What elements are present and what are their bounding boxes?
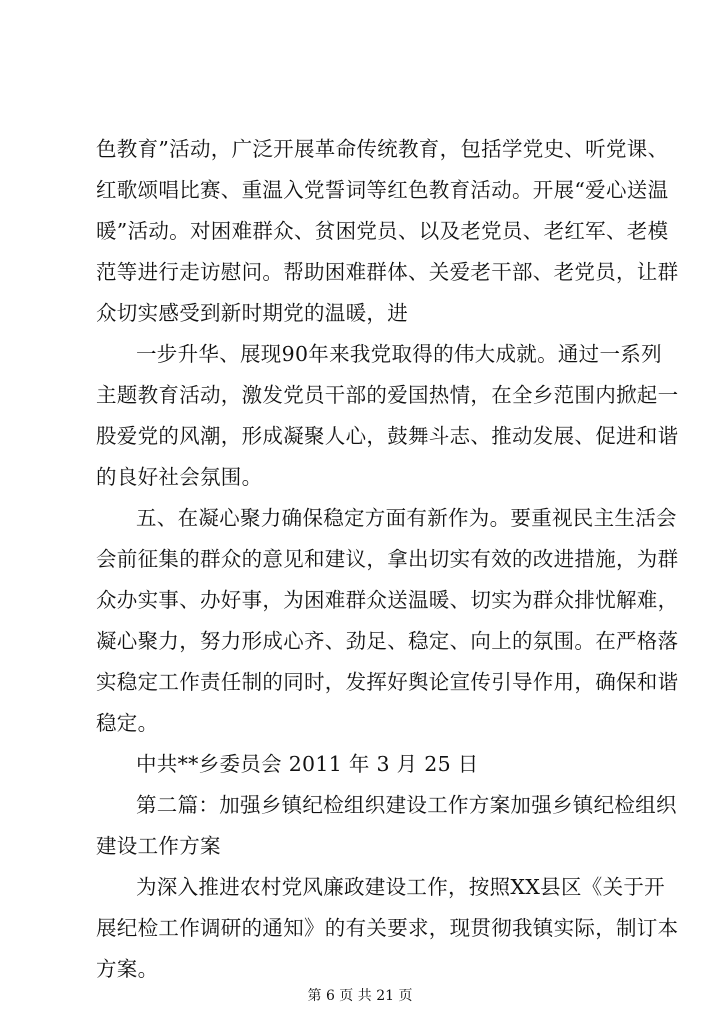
body-text-line: 暖”活动。对困难群众、贫困党员、以及老党员、老红军、老模 <box>96 219 669 243</box>
signature-date-line: 中共**乡委员会 2011 年 3 月 25 日 <box>136 752 479 776</box>
body-text-line: 稳定。 <box>96 711 159 735</box>
body-text-line: 方案。 <box>96 957 159 981</box>
body-text-line: 实稳定工作责任制的同时，发挥好舆论宣传引导作用，确保和谐 <box>96 670 679 694</box>
body-text-line: 凝心聚力，努力形成心齐、劲足、稳定、向上的氛围。在严格落 <box>96 629 679 653</box>
body-text-line: 的良好社会氛围。 <box>96 465 263 489</box>
section-heading-line: 建设工作方案 <box>96 834 221 858</box>
paragraph-start-line: 五、在凝心聚力确保稳定方面有新作为。要重视民主生活会 <box>136 506 677 530</box>
body-text-line: 展纪检工作调研的通知》的有关要求，现贯彻我镇实际，制订本 <box>96 916 679 940</box>
body-text-line: 主题教育活动，激发党员干部的爱国热情，在全乡范围内掀起一 <box>96 383 679 407</box>
section-heading-line: 第二篇：加强乡镇纪检组织建设工作方案加强乡镇纪检组织 <box>136 793 677 817</box>
body-text-line: 红歌颂唱比赛、重温入党誓词等红色教育活动。开展“爱心送温 <box>96 178 669 202</box>
paragraph-start-line: 为深入推进农村党风廉政建设工作，按照XX县区《关于开 <box>136 875 665 899</box>
body-text-line: 色教育”活动，广泛开展革命传统教育，包括学党史、听党课、 <box>96 137 669 161</box>
body-text-line: 众切实感受到新时期党的温暖，进 <box>96 301 408 325</box>
page-number-footer: 第 6 页 共 21 页 <box>307 988 413 1004</box>
body-text-line: 范等进行走访慰问。帮助困难群体、关爱老干部、老党员，让群 <box>96 260 679 284</box>
body-text-line: 众办实事、办好事，为困难群众送温暖、切实为群众排忧解难， <box>96 588 679 612</box>
body-text-line: 会前征集的群众的意见和建议，拿出切实有效的改进措施，为群 <box>96 547 679 571</box>
body-text-line: 股爱党的风潮，形成凝聚人心，鼓舞斗志、推动发展、促进和谐 <box>96 424 679 448</box>
paragraph-start-line: 一步升华、展现90年来我党取得的伟大成就。通过一系列 <box>136 342 662 366</box>
